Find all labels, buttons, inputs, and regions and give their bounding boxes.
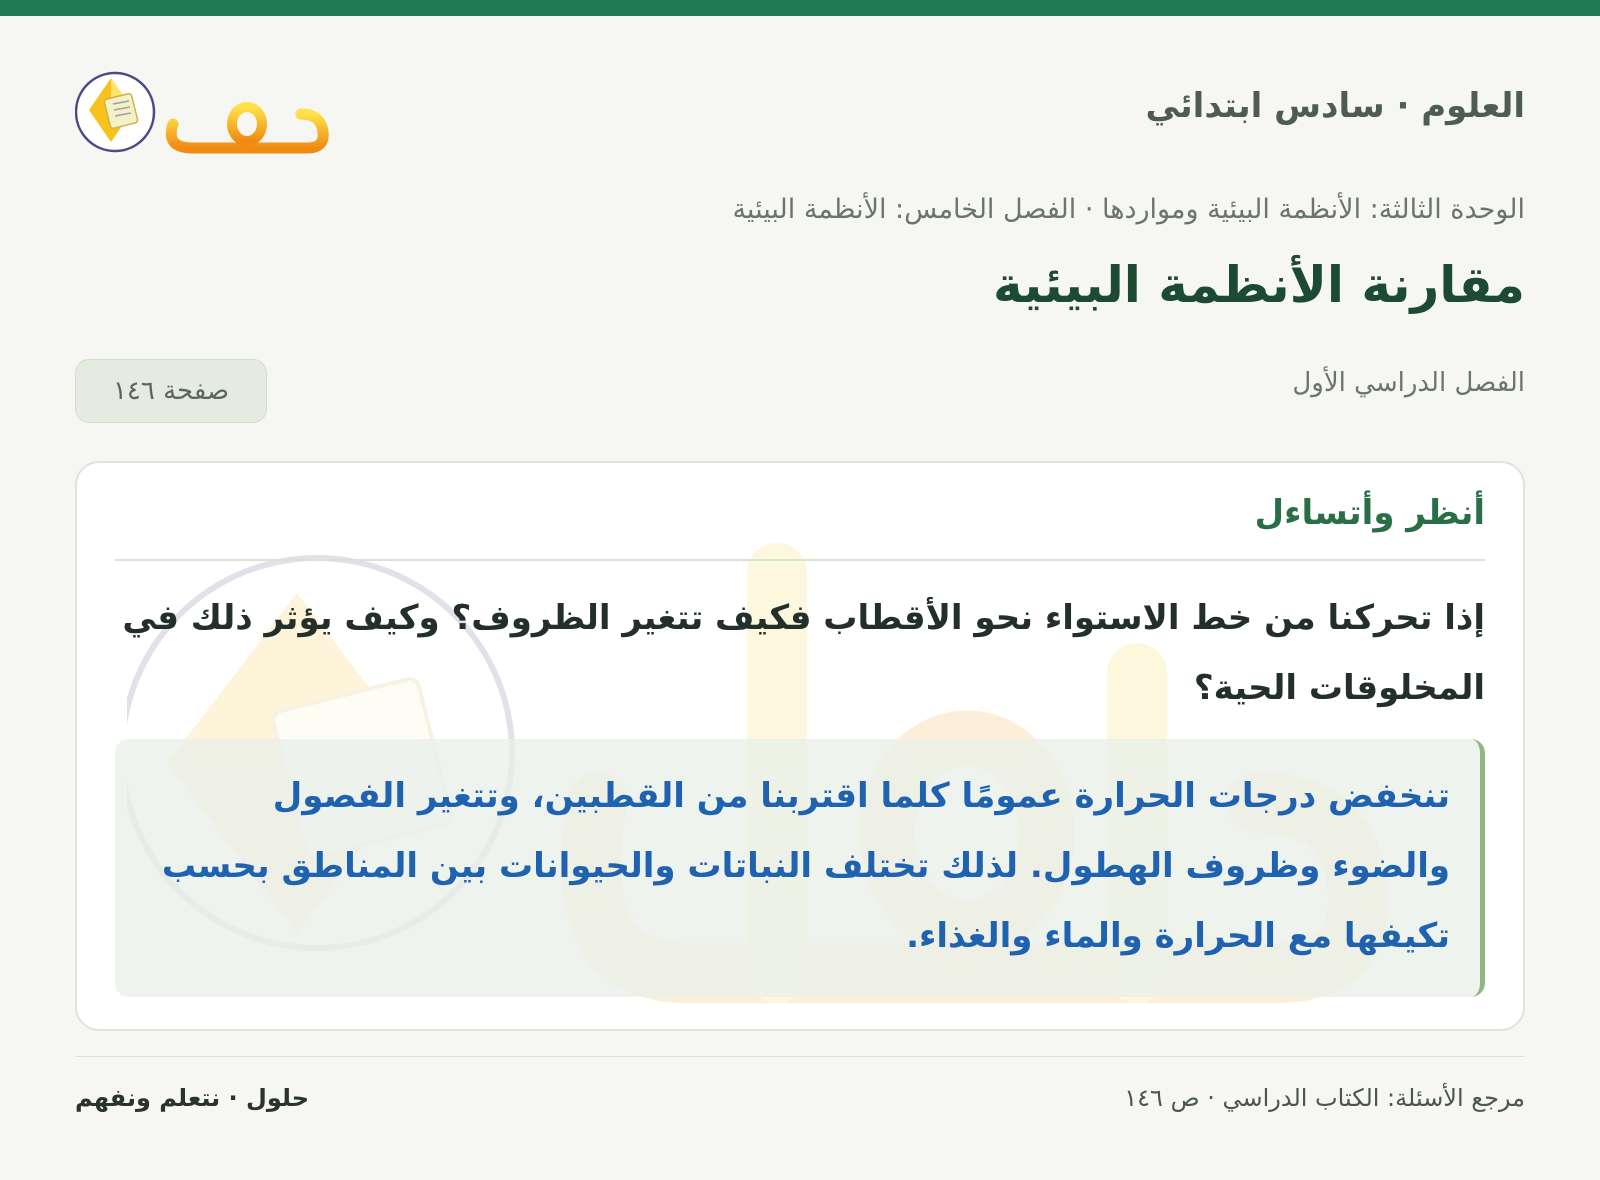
page-container: [75, 16, 1525, 1112]
subject-grade-label: العلوم · سادس ابتدائي: [1145, 86, 1525, 126]
page-header: [75, 16, 1525, 186]
page-number-badge: صفحة ١٤٦: [75, 359, 267, 423]
question-text: إذا تحركنا من خط الاستواء نحو الأقطاب فكيف تتغير الظروف؟ وكيف يؤثر ذلك في المخلوقات الحية؟: [122, 598, 1485, 708]
top-accent-bar: [0, 0, 1600, 16]
heading-divider: [115, 559, 1485, 561]
footer-divider: [75, 1056, 1525, 1057]
section-heading: أنظر وأتساءل: [1254, 493, 1485, 533]
question-card: [75, 461, 1525, 1031]
site-logo[interactable]: [75, 54, 335, 164]
answer-text: تنخفض درجات الحرارة عمومًا كلما اقتربنا من القطبين، وتتغير الفصول والضوء وظروف الهطول. لذلك تختلف النباتات والحيوانات بين المناطق بحسب تكيفها مع الحرارة والماء والغذاء.: [161, 776, 1450, 956]
page-title: مقارنة الأنظمة البيئية: [993, 256, 1525, 314]
book-diamond-icon: [75, 54, 335, 164]
footer-brand: حلول · نتعلم ونفهم: [75, 1084, 309, 1112]
answer-box: [115, 739, 1485, 997]
term-label: الفصل الدراسي الأول: [1292, 368, 1525, 398]
unit-chapter-breadcrumb: الوحدة الثالثة: الأنظمة البيئية ومواردها · الفصل الخامس: الأنظمة البيئية: [732, 194, 1525, 225]
footer-reference: مرجع الأسئلة: الكتاب الدراسي · ص ١٤٦: [1124, 1084, 1525, 1112]
